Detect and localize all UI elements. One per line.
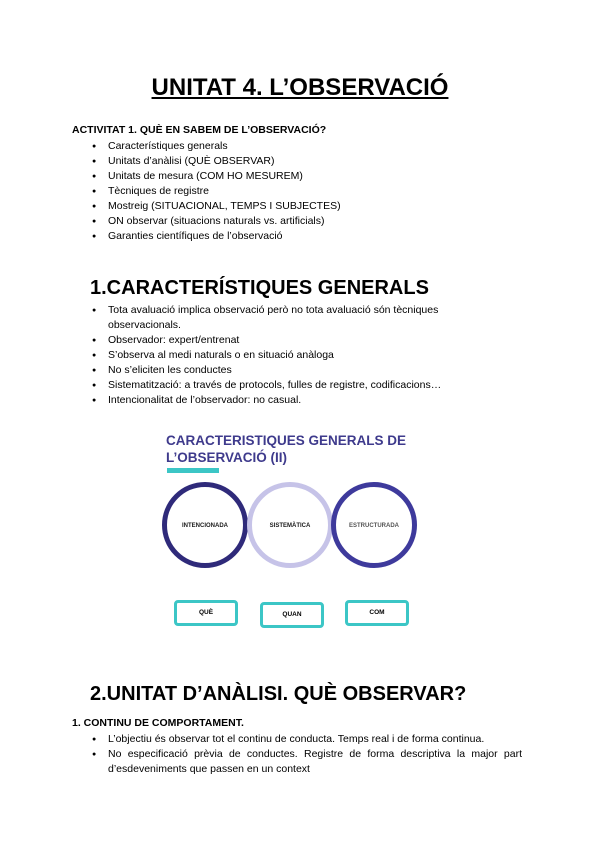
list-item: ● Garanties científiques de l’observació (92, 229, 341, 244)
list-item: ● Observador: expert/entrenat (92, 333, 512, 348)
section2-subheading: 1. CONTINU DE COMPORTAMENT. (72, 717, 244, 729)
list-item: ● Unitats de mesura (COM HO MESUREM) (92, 169, 341, 184)
list-item: ● S’observa al medi naturals o en situació anàloga (92, 348, 512, 363)
list-item: ● Tècniques de registre (92, 184, 341, 199)
section1-list (92, 303, 512, 408)
list-item: ● Sistematització: a través de protocols, fulles de registre, codificacions… (92, 378, 512, 393)
section1-heading: 1.CARACTERÍSTIQUES GENERALS (90, 277, 429, 299)
circle-label: ESTRUCTURADA (349, 523, 399, 529)
list-item: ● No especificació prèvia de conductes. Registre de forma descriptiva la major part d’esdeveniments que passen en un context (92, 747, 522, 777)
diagram-title (166, 432, 426, 466)
list-item: ● Intencionalitat de l’observador: no casual. (92, 393, 512, 408)
diagram-title-line1: CARACTERISTIQUES GENERALS DE (166, 433, 407, 448)
characteristics-diagram (150, 428, 440, 628)
list-item: ● Tota avaluació implica observació però no tota avaluació són tècniques observacionals. (92, 303, 512, 333)
com-box: COM (345, 600, 409, 626)
activitat-heading: ACTIVITAT 1. QUÈ EN SABEM DE L’OBSERVACIÓ? (72, 124, 327, 136)
list-item: ● L’objectiu és observar tot el continu de conducta. Temps real i de forma continua. (92, 732, 522, 747)
circle-label: INTENCIONADA (182, 523, 228, 529)
que-box: QUÈ (174, 600, 238, 626)
page-title: UNITAT 4. L’OBSERVACIÓ (151, 74, 449, 101)
section2-heading: 2.UNITAT D’ANÀLISI. QUÈ OBSERVAR? (90, 683, 467, 705)
activitat-list (92, 139, 341, 244)
diagram-accent-bar (167, 468, 219, 473)
list-item: ● Característiques generals (92, 139, 341, 154)
circle-label: SISTEMÀTICA (269, 523, 311, 529)
list-item: ● ON observar (situacions naturals vs. artificials) (92, 214, 341, 229)
list-item: ● Mostreig (SITUACIONAL, TEMPS I SUBJECTES) (92, 199, 341, 214)
list-item: ● Unitats d’anàlisi (QUÈ OBSERVAR) (92, 154, 341, 169)
list-item: ● No s’eliciten les conductes (92, 363, 512, 378)
quan-box: QUAN (260, 602, 324, 628)
section2-list (92, 732, 522, 777)
diagram-title-line2: L’OBSERVACIÓ (II) (166, 450, 288, 465)
